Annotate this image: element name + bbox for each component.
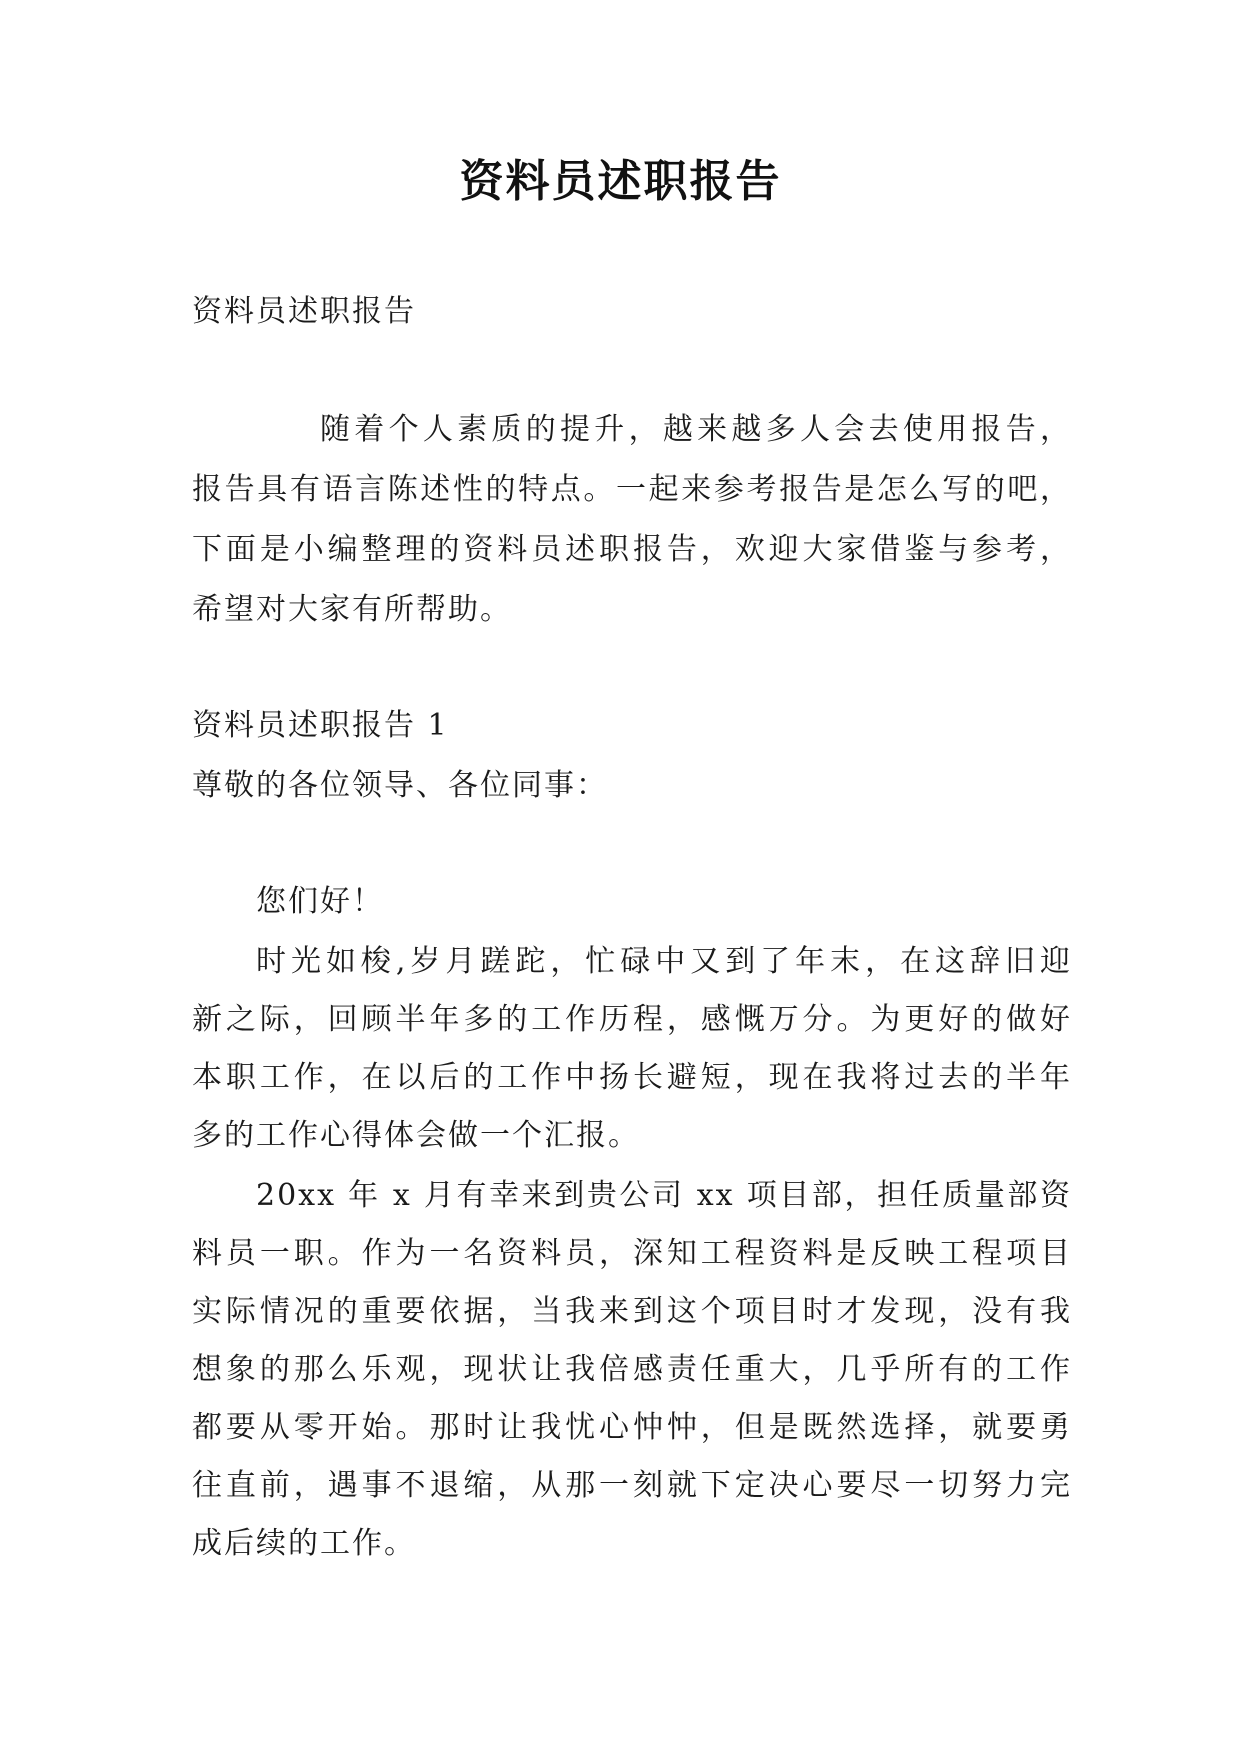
section-heading: 资料员述职报告 1 bbox=[192, 708, 449, 743]
salutation: 尊敬的各位领导、各位同事： bbox=[192, 768, 608, 803]
paragraph-line: 时光如梭,岁月蹉跎，忙碌中又到了年末，在这辞旧迎 bbox=[256, 944, 1072, 979]
paragraph-line: 多的工作心得体会做一个汇报。 bbox=[192, 1118, 640, 1153]
intro-line: 下面是小编整理的资料员述职报告，欢迎大家借鉴与参考， bbox=[192, 532, 1072, 567]
document-subtitle: 资料员述职报告 bbox=[192, 294, 416, 329]
intro-line: 随着个人素质的提升，越来越多人会去使用报告， bbox=[320, 412, 1072, 447]
paragraph-line: 成后续的工作。 bbox=[192, 1526, 416, 1561]
document-title: 资料员述职报告 bbox=[459, 156, 782, 207]
paragraph-line: 20xx 年 x 月有幸来到贵公司 xx 项目部，担任质量部资 bbox=[256, 1178, 1072, 1213]
paragraph-line: 都要从零开始。那时让我忧心忡忡，但是既然选择，就要勇 bbox=[192, 1410, 1072, 1445]
paragraph-line: 新之际，回顾半年多的工作历程，感慨万分。为更好的做好 bbox=[192, 1002, 1072, 1037]
paragraph-line: 实际情况的重要依据，当我来到这个项目时才发现，没有我 bbox=[192, 1294, 1072, 1329]
paragraph-line: 料员一职。作为一名资料员，深知工程资料是反映工程项目 bbox=[192, 1236, 1072, 1271]
intro-line: 希望对大家有所帮助。 bbox=[192, 592, 512, 627]
paragraph-line: 往直前，遇事不退缩，从那一刻就下定决心要尽一切努力完 bbox=[192, 1468, 1072, 1503]
greeting: 您们好！ bbox=[256, 884, 384, 919]
intro-line: 报告具有语言陈述性的特点。一起来参考报告是怎么写的吧， bbox=[192, 472, 1072, 507]
paragraph-line: 本职工作，在以后的工作中扬长避短，现在我将过去的半年 bbox=[192, 1060, 1072, 1095]
paragraph-line: 想象的那么乐观，现状让我倍感责任重大，几乎所有的工作 bbox=[192, 1352, 1072, 1387]
